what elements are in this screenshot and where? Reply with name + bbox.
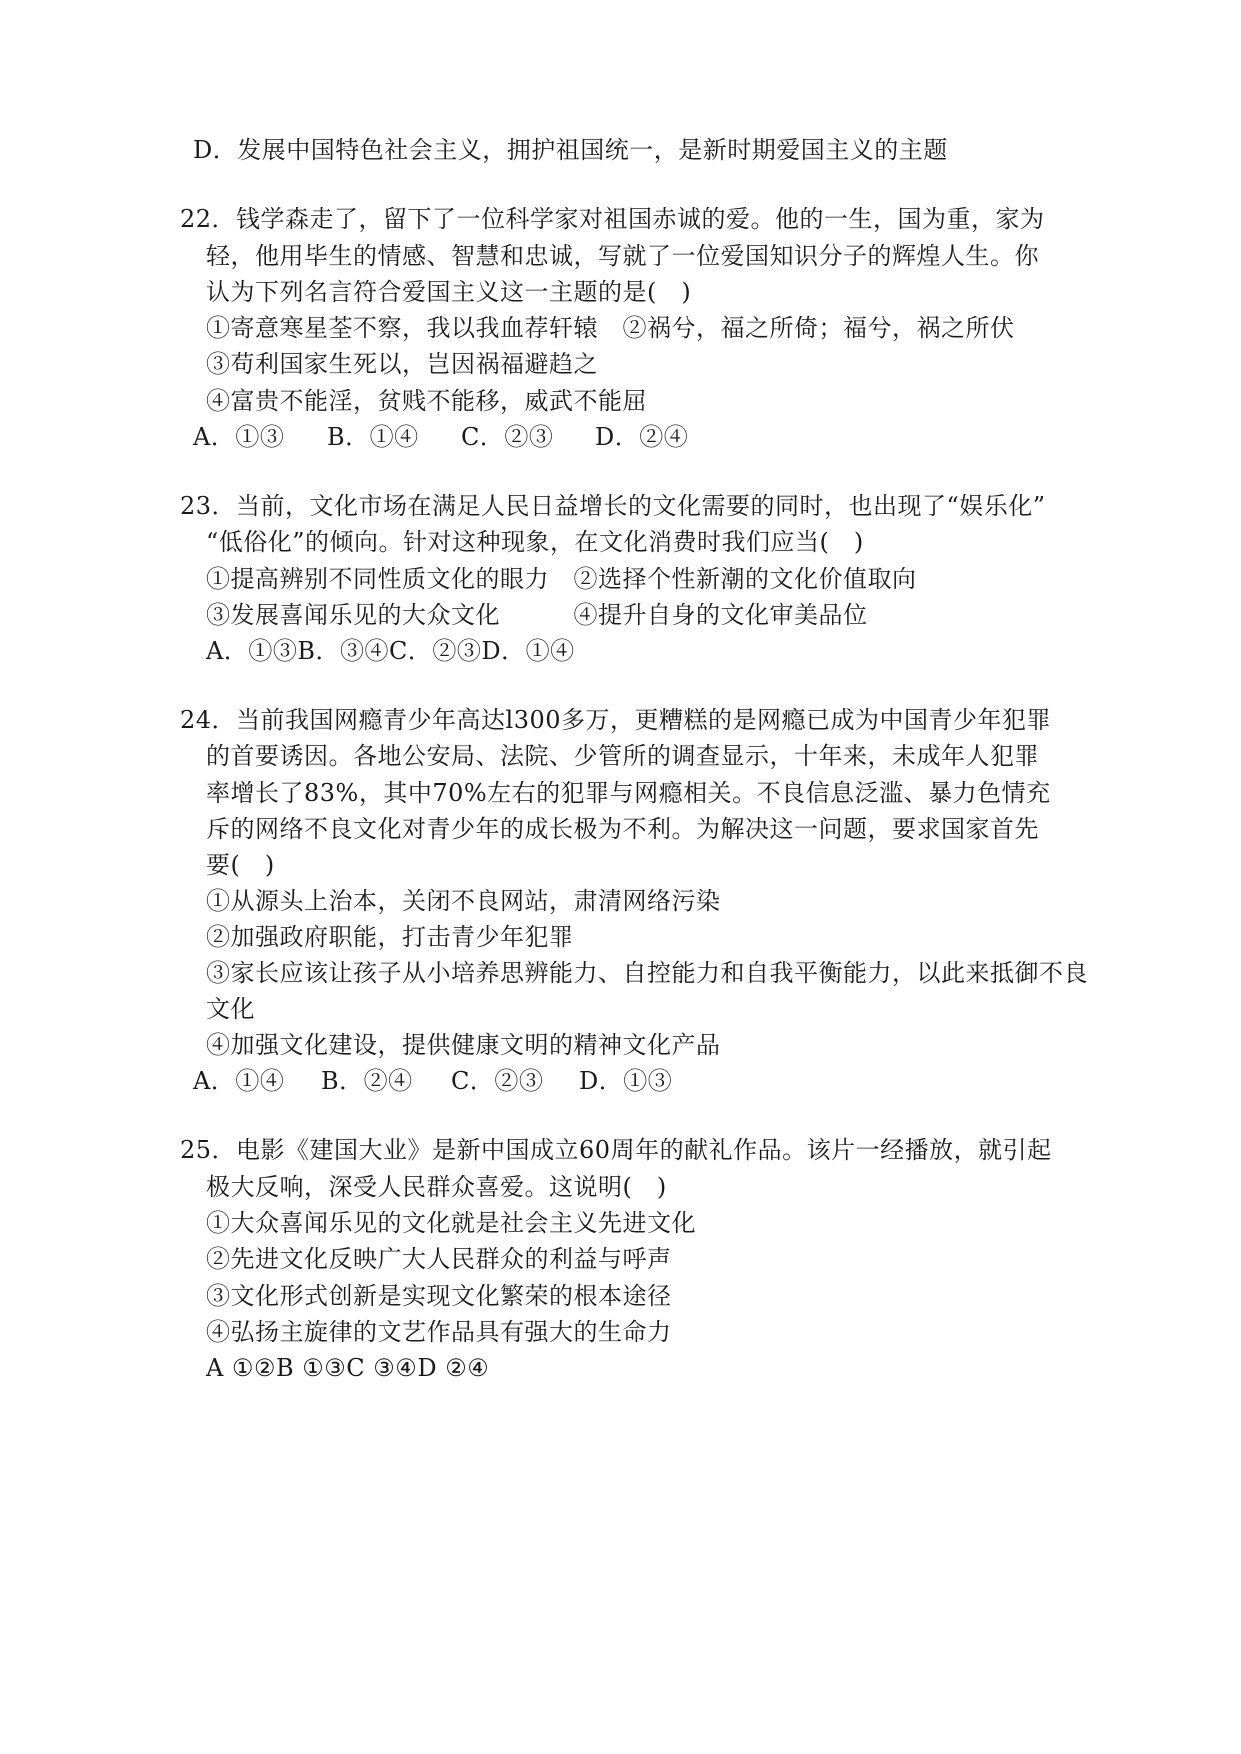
question-22-item-2: ③苟利国家生死以，岂因祸福避趋之 <box>206 350 598 378</box>
answer-a: A．①③ <box>193 423 285 451</box>
question-24-line-4: 斥的网络不良文化对青少年的成长极为不利。为解决这一问题，要求国家首先 <box>206 815 1039 843</box>
question-25-line-1: 25．电影《建国大业》是新中国成立60周年的献礼作品。该片一经播放，就引起 <box>180 1136 1052 1164</box>
question-24-line-5: 要( ) <box>206 851 275 879</box>
question-24-line-3: 率增长了83%，其中70%左右的犯罪与网瘾相关。不良信息泛滥、暴力色情充 <box>206 779 1051 807</box>
question-25-line-2: 极大反响，深受人民群众喜爱。这说明( ) <box>206 1173 667 1201</box>
question-24-item-2: ②加强政府职能，打击青少年犯罪 <box>206 923 574 951</box>
answer-d: D ②④ <box>417 1354 490 1382</box>
question-24-item-1: ①从源头上治本，关闭不良网站，肃清网络污染 <box>206 887 721 915</box>
answer-a: A．①④ <box>193 1067 285 1095</box>
answer-c: C．②③ <box>461 423 554 451</box>
answer-d: D．①③ <box>579 1067 673 1095</box>
question-24-item-3: ③家长应该让孩子从小培养思辨能力、自控能力和自我平衡能力，以此来抵御不良 <box>206 959 1088 987</box>
question-22-line-1: 22．钱学森走了，留下了一位科学家对祖国赤诚的爱。他的一生，国为重，家为 <box>180 205 1045 233</box>
question-25-answers <box>206 1353 489 1383</box>
question-24-answers <box>193 1066 672 1096</box>
answer-d: D．②④ <box>595 423 689 451</box>
question-25-item-3: ③文化形式创新是实现文化繁荣的根本途径 <box>206 1282 672 1310</box>
question-23-item-1: ①提高辨别不同性质文化的眼力 ②选择个性新潮的文化价值取向 <box>206 565 917 593</box>
question-25-item-4: ④弘扬主旋律的文艺作品具有强大的生命力 <box>206 1318 672 1346</box>
question-22-item-1: ①寄意寒星荃不察，我以我血荐轩辕 ②祸兮，福之所倚；福兮，祸之所伏 <box>206 314 1015 342</box>
answer-b: B．①④ <box>327 423 419 451</box>
question-23-answers <box>206 636 575 666</box>
question-24-item-3-cont: 文化 <box>206 995 255 1023</box>
answer-c: C ③④ <box>346 1354 418 1382</box>
question-25-item-2: ②先进文化反映广大人民群众的利益与呼声 <box>206 1245 672 1273</box>
answer-b: B ①③ <box>276 1354 347 1382</box>
answer-d: D．①④ <box>481 637 575 665</box>
question-23-line-2: “低俗化”的倾向。针对这种现象，在文化消费时我们应当( ) <box>206 528 864 556</box>
answer-b: B．③④ <box>297 637 389 665</box>
question-23-line-1: 23．当前，文化市场在满足人民日益增长的文化需要的同时，也出现了“娱乐化” <box>180 492 1046 520</box>
answer-c: C．②③ <box>451 1067 544 1095</box>
answer-a: A ①② <box>206 1354 276 1382</box>
answer-a: A．①③ <box>206 637 298 665</box>
question-22-line-3: 认为下列名言符合爱国主义这一主题的是( ) <box>206 278 692 306</box>
question-22-item-3: ④富贵不能淫，贫贱不能移，威武不能屈 <box>206 387 647 415</box>
question-24-line-2: 的首要诱因。各地公安局、法院、少管所的调查显示，十年来，未成年人犯罪 <box>206 742 1039 770</box>
question-23-item-2: ③发展喜闻乐见的大众文化 ④提升自身的文化审美品位 <box>206 601 868 629</box>
question-24-item-4: ④加强文化建设，提供健康文明的精神文化产品 <box>206 1031 721 1059</box>
question-22-answers <box>193 422 688 452</box>
question-22-line-2: 轻，他用毕生的情感、智慧和忠诚，写就了一位爱国知识分子的辉煌人生。你 <box>206 242 1039 270</box>
answer-b: B．②④ <box>321 1067 413 1095</box>
question-25-item-1: ①大众喜闻乐见的文化就是社会主义先进文化 <box>206 1209 696 1237</box>
question-24-line-1: 24．当前我国网瘾青少年高达l300多万，更糟糕的是网瘾已成为中国青少年犯罪 <box>180 706 1052 734</box>
answer-c: C．②③ <box>388 637 482 665</box>
prev-option-d: D．发展中国特色社会主义，拥护祖国统一，是新时期爱国主义的主题 <box>193 136 948 164</box>
